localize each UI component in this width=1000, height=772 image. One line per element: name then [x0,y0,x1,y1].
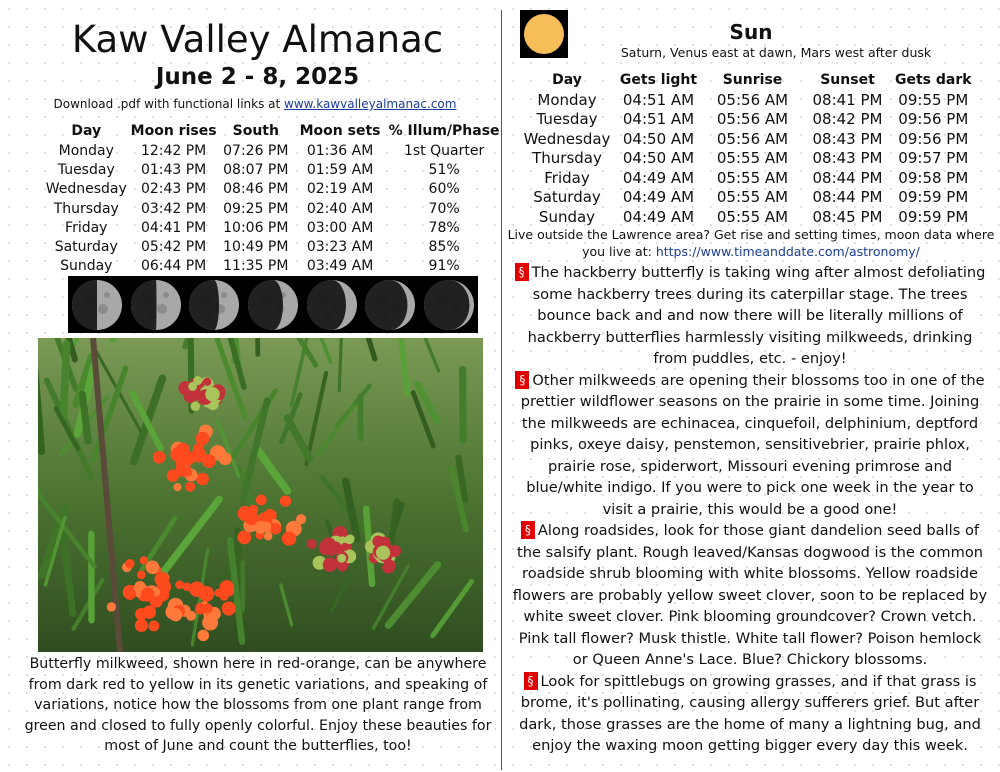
moon-table-cell: 1st Quarter [403,142,485,159]
moon-table-cell: 03:00 AM [306,219,374,236]
moon-table-cell: 06:44 PM [140,258,207,275]
sun-table-row [522,168,972,188]
sun-table-cell: Friday [544,168,590,187]
moon-table-cell: 78% [428,219,460,236]
moon-table-cell: 01:36 AM [306,142,374,159]
sun-table-cell: 08:44 PM [812,168,883,187]
sun-table-cell: 08:43 PM [812,149,883,168]
moon-table-cell: Friday [65,219,108,236]
sun-table-row [522,129,972,149]
note-text: Other milkweeds are opening their blossoms too in one of the prettier wildflower seasons on the prairie in some time. Joining the milkweeds are echinacea, cinquefoil, delphinium, deptford pinks, oxeye daisy, penstemon, sensitivebrier, prairie phlox, prairie rose, spiderwort, Missouri evening primrose and blue/white indigo. If you were to pick one week in the year to visit a prairie, this would be a good one! [520,371,985,518]
moon-table-cell: 10:06 PM [223,219,289,236]
note-text: The hackberry butterfly is taking wing after almost defoliating some hackberry trees during its caterpillar stage. The trees bounce back and and now there will be literally millions of hackberry butterflies harmlessly visiting milkweeds, drinking from puddles, etc. - enjoy! [527,264,986,367]
milkweed-illustration [38,338,483,652]
download-link[interactable]: www.kawvalleyalmanac.com [284,97,457,111]
note-paragraph [510,262,990,370]
sun-table-row [522,90,972,110]
moon-phase-image [302,276,361,333]
moon-table-cell: 02:43 PM [140,181,207,198]
sun-table-cell: 04:50 AM [622,129,695,148]
moon-phase-image [127,276,186,333]
sun-table-cell: 05:56 AM [716,90,789,109]
moon-header-illum: % Illum/Phase [388,122,500,139]
sun-table-cell: 09:57 PM [898,149,969,168]
moon-table-row [44,160,501,179]
moon-table-cell: 02:40 AM [306,200,374,217]
moon-table-cell: 85% [428,239,460,256]
sun-table-cell: Wednesday [523,129,611,148]
sun-table-cell: 04:49 AM [622,207,695,226]
sun-table-cell: 09:56 PM [898,129,969,148]
moon-phase-image [361,276,420,333]
sun-table-cell: Thursday [532,149,602,168]
moon-table-cell: Thursday [53,200,119,217]
photo-caption: Butterfly milkweed, shown here in red-orange, can be anywhere from dark red to yellow in its genetic variations, and speaking of variations, notice how the blossoms from one plant range from green and closed to fully openly colorful. Enjoy these beauties for most of June and count the butterflies, too! [24,656,492,754]
sun-table-cell: 05:55 AM [716,168,789,187]
moon-table-cell: 03:42 PM [140,200,207,217]
note-paragraph [510,671,990,757]
sun-table-cell: 04:50 AM [622,149,695,168]
moon-table-cell: Saturday [54,239,118,256]
moon-table-cell: 10:49 PM [223,239,289,256]
sun-table-cell: 08:42 PM [812,110,883,129]
page-title: Kaw Valley Almanac [71,18,444,61]
download-line [0,97,510,111]
sun-table-row [522,149,972,169]
moon-table-cell: 60% [428,181,460,198]
note-text: Along roadsides, look for those giant dandelion seed balls of the salsify plant. Rough leaved/Kansas dogwood is the common roadside shrub blooming with white blossoms. Yellow roadside flowers are probably yellow sweet clover, soon to be replaced by white sweet clover. Pink blooming groundcover? Crown vetch. Pink tall flower? Musk thistle. White tall flower? Poison hemlock or Queen Anne's Lace. Blue? Chickory blossoms. [512,522,988,668]
moon-table-cell: Wednesday [45,181,127,198]
section-marker: § [515,263,529,281]
note-paragraph [510,520,990,671]
moon-table-row [44,257,501,276]
sun-table-cell: 09:59 PM [898,188,969,207]
sun-table-cell: 04:49 AM [622,168,695,187]
live-outside-note [502,226,1000,260]
moon-table-cell: Monday [58,142,114,159]
note-paragraph [510,370,990,521]
sun-table-cell: Tuesday [536,110,598,129]
section-marker: § [524,672,538,690]
moon-header-sets: Moon sets [299,122,381,139]
sun-table-cell: 08:44 PM [812,188,883,207]
sun-table-cell: 05:56 AM [716,110,789,129]
moon-header-day: Day [71,122,102,139]
sun-table-header [522,70,972,90]
moon-table-cell: 04:41 PM [140,219,207,236]
moon-table-cell: 91% [428,258,460,275]
moon-header-rises: Moon rises [130,122,217,139]
date-range: June 2 - 8, 2025 [155,64,360,90]
moon-phase-image [419,276,478,333]
moon-table-cell: 01:59 AM [306,161,374,178]
section-marker: § [515,371,529,389]
moon-header-south: South [232,122,279,139]
moon-table-row [44,218,501,237]
moon-table-header [44,120,501,141]
moon-table-cell: 11:35 PM [223,258,289,275]
sun-table-cell: 08:45 PM [812,207,883,226]
sun-header-gets-light: Gets light [619,72,698,88]
moon-table [44,120,501,276]
live-outside-text: Live outside the Lawrence area? Get rise and setting times, moon data where you live at: [507,227,995,259]
moon-table-cell: Sunday [60,258,113,275]
sun-table-row [522,110,972,130]
moon-table-cell: 03:49 AM [306,258,374,275]
right-column [502,0,1000,772]
sun-header-day: Day [552,72,582,88]
sun-table-cell: 09:58 PM [898,168,969,187]
sun-table-cell: Saturday [533,188,601,207]
moon-table-cell: 01:43 PM [140,161,207,178]
sun-table-cell: 04:49 AM [622,188,695,207]
moon-table-cell: 07:26 PM [223,142,289,159]
sun-table-cell: 08:43 PM [812,129,883,148]
sun-header-sunrise: Sunrise [722,72,783,88]
sun-table-cell: 09:56 PM [898,110,969,129]
sun-table-cell: 04:51 AM [622,110,695,129]
sun-table-cell: 05:55 AM [716,149,789,168]
sun-table-cell: Monday [537,90,597,109]
moon-table-cell: 51% [428,161,460,178]
butterfly-milkweed-photo [38,338,483,652]
moon-table-cell: Tuesday [57,161,115,178]
section-marker: § [521,521,535,539]
moon-table-cell: 03:23 AM [306,239,374,256]
sun-table-cell: 05:55 AM [716,188,789,207]
moon-table-cell: 70% [428,200,460,217]
sun-header-gets-dark: Gets dark [895,72,972,88]
download-text: Download .pdf with functional links at [53,97,285,111]
sun-table-cell: 09:59 PM [898,207,969,226]
sun-table-row [522,188,972,208]
moon-table-cell: 02:19 AM [306,181,374,198]
moon-table-cell: 08:46 PM [223,181,289,198]
sun-table-cell: 08:41 PM [812,90,883,109]
sun-table-cell: 05:55 AM [716,207,789,226]
moon-phase-image [244,276,303,333]
almanac-notes [510,262,990,757]
moon-table-cell: 05:42 PM [140,239,207,256]
sun-table-cell: 09:55 PM [898,90,969,109]
moon-table-row [44,141,501,160]
moon-phase-image [185,276,244,333]
planets-line: Saturn, Venus east at dawn, Mars west after dusk [620,45,932,60]
sun-header-sunset: Sunset [820,72,875,88]
sun-table-cell: Sunday [538,207,596,226]
moon-phase-strip [68,276,478,333]
sun-table-cell: 04:51 AM [622,90,695,109]
sun-table-cell: 05:56 AM [716,129,789,148]
sun-title: Sun [729,20,773,44]
moon-table-cell: 12:42 PM [140,142,207,159]
timeanddate-link[interactable]: https://www.timeanddate.com/astronomy/ [655,244,920,259]
moon-table-cell: 08:07 PM [223,161,289,178]
moon-table-row [44,237,501,256]
moon-table-row [44,180,501,199]
moon-table-cell: 09:25 PM [223,200,289,217]
moon-phase-image [68,276,127,333]
sun-table [522,70,972,227]
moon-table-row [44,199,501,218]
sun-table-row [522,207,972,227]
note-text: Look for spittlebugs on growing grasses, and if that grass is brome, it's pollinating, causing allergy sufferers grief. But after dark, those grasses are the home of many a lightning bug, and enjoy the waxing moon getting bigger every day this week. [519,672,981,754]
